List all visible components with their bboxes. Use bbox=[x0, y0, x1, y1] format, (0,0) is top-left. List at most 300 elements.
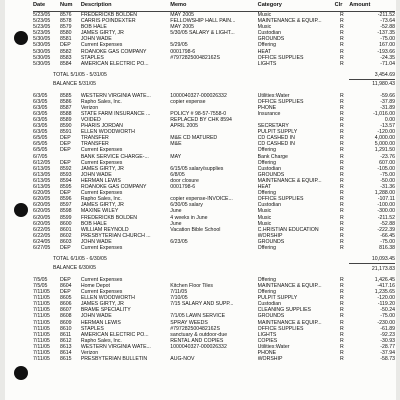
cell-description: ROANOKE GAS COMPANY bbox=[80, 48, 147, 55]
cell-amount: 1,235.65 bbox=[374, 289, 395, 296]
cell-description: Home Depot bbox=[80, 282, 110, 289]
cell-description: BOB HALE bbox=[80, 24, 107, 31]
cell-description: Current Expenses bbox=[80, 147, 123, 154]
cell-memo: 0001798-6 bbox=[170, 184, 196, 191]
table-row bbox=[33, 356, 395, 362]
cell-description: Verizon bbox=[80, 349, 99, 356]
cell-date: 7/11/05 bbox=[33, 289, 50, 296]
cell-clr: R bbox=[340, 295, 344, 302]
cell-memo: copier expense-INVOICE... bbox=[170, 196, 233, 203]
cell-description: Current Expenses bbox=[80, 244, 123, 251]
cell-date: 6/27/05 bbox=[33, 244, 51, 251]
cell-amount: -120.00 bbox=[377, 129, 395, 136]
cell-date: 6/12/05 bbox=[33, 159, 51, 166]
cell-category: Offering bbox=[257, 244, 277, 251]
cell-category: OFFICE SUPPLIES bbox=[257, 325, 304, 332]
cell-num: 8576 bbox=[60, 12, 72, 18]
cell-description: JOHN WADE bbox=[80, 171, 112, 178]
cell-category: Custodian bbox=[257, 165, 282, 172]
cell-memo: REPLACED BY CHK 8594 bbox=[170, 117, 232, 123]
cell-description: BOB HALE bbox=[80, 220, 107, 227]
cell-amount: -31.36 bbox=[380, 184, 395, 191]
cell-amount: -75.00 bbox=[380, 313, 395, 320]
cell-date: 7/5/05 bbox=[33, 276, 48, 283]
table-row bbox=[33, 313, 395, 319]
cell-num: 8584 bbox=[60, 60, 72, 67]
cell-category: Offering bbox=[257, 159, 277, 166]
cell-description: JAMES GIRTY, JR bbox=[80, 202, 124, 209]
cell-date: 6/20/05 bbox=[33, 202, 51, 209]
cell-num: 8612 bbox=[60, 337, 72, 344]
cell-memo: 6/23/05 bbox=[170, 238, 188, 245]
cell-num: 8591 bbox=[60, 129, 72, 136]
cell-clr: R bbox=[340, 238, 344, 245]
cell-category: Offering bbox=[257, 190, 277, 197]
cell-clr: R bbox=[340, 301, 344, 308]
cell-clr: R bbox=[340, 276, 344, 283]
cell-amount: -100.00 bbox=[377, 202, 395, 209]
cell-num: 8588 bbox=[60, 110, 72, 117]
cell-date: 5/30/05 bbox=[33, 48, 51, 55]
cell-category: PHONE bbox=[257, 104, 277, 111]
cell-description: AMERICAN ELECTRIC PO... bbox=[80, 331, 149, 338]
cell-category: COPIES bbox=[257, 337, 278, 344]
cell-date: 5/30/05 bbox=[33, 42, 51, 49]
cell-category: MAINTENANCE & EQUIP... bbox=[257, 18, 322, 25]
cell-memo: 7/1/05 LAWN SERVICE bbox=[170, 313, 226, 320]
cell-description: CARRIS POINDEXTER bbox=[80, 18, 136, 25]
cell-category: C.HRISTIAN EDUCATION bbox=[257, 226, 319, 233]
cell-description: Current Expenses bbox=[80, 42, 123, 49]
punch-hole bbox=[14, 366, 28, 380]
cell-date: 5/23/05 bbox=[33, 30, 51, 37]
cell-amount: -105.00 bbox=[377, 165, 395, 172]
cell-clr: R bbox=[340, 214, 344, 221]
cell-date: 7/11/05 bbox=[33, 349, 50, 356]
cell-amount: 4,000.00 bbox=[374, 135, 395, 142]
cell-amount: -92.23 bbox=[380, 331, 395, 338]
cell-clr: R bbox=[340, 282, 344, 289]
cell-amount: 1,288.00 bbox=[374, 190, 395, 197]
cell-date: 6/20/05 bbox=[33, 196, 51, 203]
total-row bbox=[33, 255, 395, 264]
cell-amount: -75.00 bbox=[380, 238, 395, 245]
punch-hole bbox=[14, 31, 28, 45]
cell-amount: -75.00 bbox=[380, 36, 395, 43]
cell-date: 6/5/05 bbox=[33, 135, 48, 142]
cell-amount: -137.35 bbox=[377, 30, 395, 37]
cell-amount: -193.66 bbox=[377, 48, 395, 55]
cell-clr: R bbox=[340, 177, 344, 184]
cell-category: OFFICE SUPPLIES bbox=[257, 196, 304, 203]
cell-description: PRESBYTERIAN BULLETIN bbox=[80, 356, 148, 363]
cell-date: 7/11/05 bbox=[33, 313, 50, 320]
cell-category: PULPIT SUPPLY bbox=[257, 295, 298, 302]
cell-num: 8579 bbox=[60, 24, 72, 31]
cell-memo: FELLOWSHIP HALL PAIN... bbox=[170, 18, 236, 25]
cell-description: ELLEN WOODWORTH bbox=[80, 129, 135, 136]
cell-description: Current Expenses bbox=[80, 289, 123, 296]
cell-category: Music bbox=[257, 12, 272, 18]
cell-category: HEAT bbox=[257, 48, 272, 55]
cell-amount: -300.00 bbox=[377, 208, 395, 215]
cell-num: 8610 bbox=[60, 325, 72, 332]
cell-date: 5/23/05 bbox=[33, 24, 51, 31]
cell-clr: R bbox=[340, 48, 344, 55]
cell-amount: -66.45 bbox=[380, 232, 395, 239]
cell-description: FREDERICKB BOLDEN bbox=[80, 214, 138, 221]
cell-category: OFFICE SUPPLIES bbox=[257, 54, 304, 61]
table-row bbox=[33, 55, 395, 61]
cell-amount: -120.00 bbox=[377, 295, 395, 302]
cell-num: DEP bbox=[60, 276, 71, 283]
cell-amount: -230.00 bbox=[377, 319, 395, 326]
cell-clr: R bbox=[340, 60, 344, 67]
cell-clr: R bbox=[340, 289, 344, 296]
cell-memo: 4 weeks in June bbox=[170, 214, 208, 221]
cell-amount: -37.89 bbox=[380, 98, 395, 105]
cell-memo: SPRAY WEEDS bbox=[170, 319, 208, 326]
cell-category: MAINTENANCE & EQUIP... bbox=[257, 177, 322, 184]
cell-description: Rapho Sales, Inc. bbox=[80, 196, 122, 203]
cell-clr: R bbox=[340, 220, 344, 227]
cell-num: 8585 bbox=[60, 92, 72, 99]
cell-amount: 0.00 bbox=[384, 117, 395, 123]
cell-category: CLEANING SUPPLIES bbox=[257, 307, 311, 314]
cell-memo: M&E CD MATURED bbox=[170, 135, 218, 142]
table-row bbox=[33, 227, 395, 233]
cell-memo: 7/15 SALARY AND SUPP... bbox=[170, 301, 234, 308]
cell-clr: R bbox=[340, 42, 344, 49]
cell-num: 8614 bbox=[60, 349, 72, 356]
cell-clr: R bbox=[340, 349, 344, 356]
cell-category: HEAT bbox=[257, 184, 272, 191]
cell-amount: 816.38 bbox=[379, 244, 395, 251]
cell-category: SECRETARY bbox=[257, 123, 289, 130]
cell-memo: POLICY # 98-57-7558-0 bbox=[170, 110, 227, 117]
cell-date: 7/11/05 bbox=[33, 307, 50, 314]
column-header-date: Date bbox=[33, 0, 60, 12]
cell-amount: -24.35 bbox=[380, 54, 395, 61]
cell-category: LIGHTS bbox=[257, 60, 277, 67]
cell-description: JAMES GIRTY, JR bbox=[80, 30, 124, 37]
cell-clr: R bbox=[340, 331, 344, 338]
cell-clr: R bbox=[340, 12, 344, 18]
cell-date: 6/3/05 bbox=[33, 129, 48, 136]
cell-amount: -61.89 bbox=[380, 325, 395, 332]
cell-num: 8578 bbox=[60, 18, 72, 25]
cell-category: OFFICE SUPPLIES bbox=[257, 98, 304, 105]
cell-description: Rapho Sales, Inc. bbox=[80, 337, 122, 344]
cell-num: 8605 bbox=[60, 295, 72, 302]
cell-clr: R bbox=[340, 356, 344, 363]
cell-num: 8583 bbox=[60, 54, 72, 61]
cell-date: 6/13/05 bbox=[33, 177, 51, 184]
cell-num: 8606 bbox=[60, 301, 72, 308]
cell-num: 8599 bbox=[60, 214, 72, 221]
cell-description: BANK SERVICE CHARGE-... bbox=[80, 153, 149, 160]
cell-clr: R bbox=[340, 184, 344, 191]
table-row bbox=[33, 93, 395, 99]
cell-amount: -58.73 bbox=[380, 356, 395, 363]
cell-amount: -31.89 bbox=[380, 104, 395, 111]
cell-category: CD CASHED IN bbox=[257, 135, 295, 142]
balance-amount: 11,980.43 bbox=[349, 80, 395, 89]
cell-memo: 7/11/05 bbox=[170, 289, 188, 296]
cell-clr: R bbox=[340, 337, 344, 344]
column-header-clr: Clr bbox=[335, 0, 350, 12]
cell-category: WORSHIP bbox=[257, 232, 283, 239]
cell-category: MAINTENANCE & EQUIP... bbox=[257, 319, 322, 326]
cell-category: Utilities:Water bbox=[257, 343, 290, 350]
register-body bbox=[33, 12, 395, 363]
cell-date: 6/3/05 bbox=[33, 92, 48, 99]
cell-num: DEP bbox=[60, 135, 71, 142]
register-table bbox=[33, 0, 395, 362]
cell-memo: door closure bbox=[170, 177, 199, 184]
cell-clr: R bbox=[340, 171, 344, 178]
cell-date: 7/11/05 bbox=[33, 343, 50, 350]
cell-clr: R bbox=[340, 117, 344, 123]
cell-num: 8608 bbox=[60, 313, 72, 320]
table-row bbox=[33, 338, 395, 344]
cell-num: 8593 bbox=[60, 171, 72, 178]
cell-amount: -52.88 bbox=[380, 24, 395, 31]
cell-category: Offering bbox=[257, 42, 277, 49]
cell-amount: -13.57 bbox=[380, 123, 395, 130]
cell-memo: RENTAL AND COPIES bbox=[170, 337, 224, 344]
cell-date: 6/13/05 bbox=[33, 171, 51, 178]
cell-amount: -28.77 bbox=[380, 343, 395, 350]
cell-description: WILLIAM REYNOLD bbox=[80, 226, 129, 233]
cell-date: 7/11/05 bbox=[33, 337, 50, 344]
cell-description: HERMAN LEWIS bbox=[80, 177, 121, 184]
cell-memo: sanctuary & outdoor-due bbox=[170, 331, 228, 338]
cell-clr: R bbox=[340, 123, 344, 130]
cell-category: Offering bbox=[257, 289, 277, 296]
cell-memo: Kitchen Floor Tiles bbox=[170, 282, 213, 289]
cell-date: 6/5/05 bbox=[33, 141, 48, 148]
cell-amount: 167.00 bbox=[379, 42, 395, 49]
cell-description: HERMAN LEWIS bbox=[80, 319, 121, 326]
cell-clr: R bbox=[340, 98, 344, 105]
cell-num: 8600 bbox=[60, 220, 72, 227]
column-header-memo: Memo bbox=[170, 0, 257, 12]
total-label: TOTAL 5/1/05 - 5/31/05 bbox=[53, 72, 107, 79]
cell-amount: -37.94 bbox=[380, 349, 395, 356]
cell-category: LIGHTS bbox=[257, 331, 277, 338]
cell-date: 6/7/05 bbox=[33, 153, 48, 160]
table-row bbox=[33, 166, 395, 172]
cell-category: Utilities:Water bbox=[257, 92, 290, 99]
cell-num: 8615 bbox=[60, 356, 72, 363]
cell-num: 8597 bbox=[60, 202, 72, 209]
cell-description: BRAME SPECIALITY bbox=[80, 307, 131, 314]
cell-num: DEP bbox=[60, 147, 71, 154]
cell-description: WESTERN VIRGINIA WATE... bbox=[80, 92, 151, 99]
cell-num: DEP bbox=[60, 190, 71, 197]
cell-amount: -30.93 bbox=[380, 337, 395, 344]
cell-description: JAMES GIRTY, JR bbox=[80, 165, 124, 172]
cell-num: 8602 bbox=[60, 232, 72, 239]
cell-description: PRESBYTERIAN CHURCH ... bbox=[80, 232, 151, 239]
cell-date: 6/24/05 bbox=[33, 238, 51, 245]
cell-num: 8586 bbox=[60, 98, 72, 105]
cell-category: Music bbox=[257, 214, 272, 221]
cell-category: Music bbox=[257, 208, 272, 215]
cell-num: 8590 bbox=[60, 123, 72, 130]
cell-memo: MAY bbox=[170, 153, 182, 160]
cell-clr: R bbox=[340, 196, 344, 203]
cell-amount: -50.00 bbox=[380, 177, 395, 184]
cell-amount: -71.04 bbox=[380, 60, 395, 67]
cell-clr: R bbox=[340, 313, 344, 320]
cell-num: 8603 bbox=[60, 238, 72, 245]
cell-amount: -50.24 bbox=[380, 307, 395, 314]
cell-num: 8607 bbox=[60, 307, 72, 314]
cell-date: 6/13/05 bbox=[33, 165, 51, 172]
cell-num: DEP bbox=[60, 159, 71, 166]
total-amount: 10,093.45 bbox=[371, 256, 395, 263]
cell-amount: 1,291.50 bbox=[374, 147, 395, 154]
cell-clr: R bbox=[340, 325, 344, 332]
balance-label: BALANCE 6/30/05 bbox=[53, 265, 96, 272]
cell-clr: R bbox=[340, 129, 344, 136]
cell-amount: -73.64 bbox=[380, 18, 395, 25]
cell-date: 7/11/05 bbox=[33, 331, 50, 338]
table-row bbox=[33, 326, 395, 332]
cell-memo: 6/30/05 salary bbox=[170, 202, 203, 209]
cell-description: ELLEN WOODWORTH bbox=[80, 295, 135, 302]
cell-amount: 1,426.45 bbox=[374, 276, 395, 283]
cell-clr: R bbox=[340, 226, 344, 233]
cell-amount: -1,016.00 bbox=[373, 110, 395, 117]
cell-memo: 0001798-6 bbox=[170, 48, 196, 55]
balance-label: BALANCE 5/31/05 bbox=[53, 81, 96, 88]
cell-date: 5/30/05 bbox=[33, 54, 51, 61]
cell-date: 7/11/05 bbox=[33, 301, 50, 308]
header-row bbox=[33, 0, 395, 12]
cell-num: DEP bbox=[60, 289, 71, 296]
cell-num: 8611 bbox=[60, 331, 72, 338]
cell-amount: -211.52 bbox=[377, 12, 395, 18]
cell-date: 5/23/05 bbox=[33, 12, 51, 18]
cell-description: Rapho Sales, Inc. bbox=[80, 98, 122, 105]
cell-memo: 6/8/05 bbox=[170, 171, 185, 178]
cell-description: Current Expenses bbox=[80, 159, 123, 166]
cell-description: JAMES GIRTY, JR bbox=[80, 301, 124, 308]
cell-memo: June bbox=[170, 220, 182, 227]
cell-amount: -417.16 bbox=[377, 282, 395, 289]
cell-clr: R bbox=[340, 104, 344, 111]
cell-clr: R bbox=[340, 147, 344, 154]
cell-date: 6/22/05 bbox=[33, 232, 51, 239]
cell-category: Custodian bbox=[257, 301, 282, 308]
cell-category: GROUNDS bbox=[257, 36, 285, 43]
cell-date: 6/3/05 bbox=[33, 123, 48, 130]
cell-clr: R bbox=[340, 92, 344, 99]
cell-date: 6/20/05 bbox=[33, 208, 51, 215]
cell-clr: R bbox=[340, 165, 344, 172]
column-header-description: Description bbox=[81, 0, 170, 12]
cell-num: DEP bbox=[60, 42, 71, 49]
cell-description: STATE FARM INSURANCE ... bbox=[80, 110, 151, 117]
cell-memo: #797282500482162S bbox=[170, 54, 220, 61]
cell-category: PULPIT SUPPLY bbox=[257, 129, 298, 136]
balance-row bbox=[33, 80, 395, 89]
balance-amount: 21,173.83 bbox=[349, 264, 395, 273]
cell-amount: 607.00 bbox=[379, 159, 395, 166]
cell-category: Insurance bbox=[257, 110, 281, 117]
cell-amount: -119.20 bbox=[377, 301, 395, 308]
cell-amount: -107.11 bbox=[377, 196, 395, 203]
cell-memo: 7/10/05 bbox=[170, 295, 188, 302]
cell-memo: June bbox=[170, 208, 182, 215]
cell-clr: R bbox=[340, 30, 344, 37]
cell-description: STAPLES bbox=[80, 325, 104, 332]
cell-clr: R bbox=[340, 232, 344, 239]
cell-num: DEP bbox=[60, 141, 71, 148]
cell-clr: R bbox=[340, 135, 344, 142]
cell-date: 6/20/05 bbox=[33, 220, 51, 227]
cell-memo: APRIL 2005 bbox=[170, 123, 199, 130]
cell-date: 7/11/05 bbox=[33, 319, 50, 326]
column-header-num: Num bbox=[60, 0, 81, 12]
cell-date: 7/5/05 bbox=[33, 282, 48, 289]
cell-clr: R bbox=[340, 319, 344, 326]
cell-num: DEP bbox=[60, 244, 71, 251]
cell-description: JOHN WADE bbox=[80, 313, 112, 320]
cell-num: 8596 bbox=[60, 196, 72, 203]
cell-category: Bank Charge bbox=[257, 153, 288, 160]
column-header-amount: Amount bbox=[349, 0, 395, 12]
cell-num: 8595 bbox=[60, 184, 72, 191]
cell-clr: R bbox=[340, 153, 344, 160]
cell-memo: copier expense bbox=[170, 98, 206, 105]
cell-category: WORSHIP bbox=[257, 356, 283, 363]
cell-date: 6/3/05 bbox=[33, 104, 48, 111]
balance-row bbox=[33, 264, 395, 273]
cell-category: GROUNDS bbox=[257, 313, 285, 320]
cell-num: 8601 bbox=[60, 226, 72, 233]
cell-date: 5/30/05 bbox=[33, 36, 51, 43]
cell-clr: R bbox=[340, 18, 344, 25]
cell-category: Custodian bbox=[257, 30, 282, 37]
cell-description: JOHN WADE bbox=[80, 238, 112, 245]
cell-category: MAINTENANCE & EQUIP... bbox=[257, 282, 322, 289]
cell-memo: 1000040327-000026332 bbox=[170, 343, 227, 350]
cell-clr: R bbox=[340, 54, 344, 61]
cell-date: 6/13/05 bbox=[33, 184, 51, 191]
cell-category: GROUNDS bbox=[257, 238, 285, 245]
cell-description: VOIDED bbox=[80, 117, 101, 123]
cell-clr: R bbox=[340, 141, 344, 148]
cell-memo: #797282500482162S bbox=[170, 325, 220, 332]
cell-num: 8581 bbox=[60, 36, 72, 43]
cell-clr: R bbox=[340, 244, 344, 251]
cell-category: PHONE bbox=[257, 349, 277, 356]
cell-amount: -75.00 bbox=[380, 171, 395, 178]
cell-date: 7/11/05 bbox=[33, 295, 50, 302]
cell-amount: -222.39 bbox=[377, 226, 395, 233]
cell-description: TRANSFER bbox=[80, 141, 109, 148]
cell-clr: R bbox=[340, 307, 344, 314]
cell-description: JOHN WADE bbox=[80, 36, 112, 43]
table-row bbox=[33, 12, 395, 19]
column-header-category: Category bbox=[258, 0, 335, 12]
cell-memo: M&E bbox=[170, 141, 182, 148]
punch-hole bbox=[14, 203, 28, 217]
